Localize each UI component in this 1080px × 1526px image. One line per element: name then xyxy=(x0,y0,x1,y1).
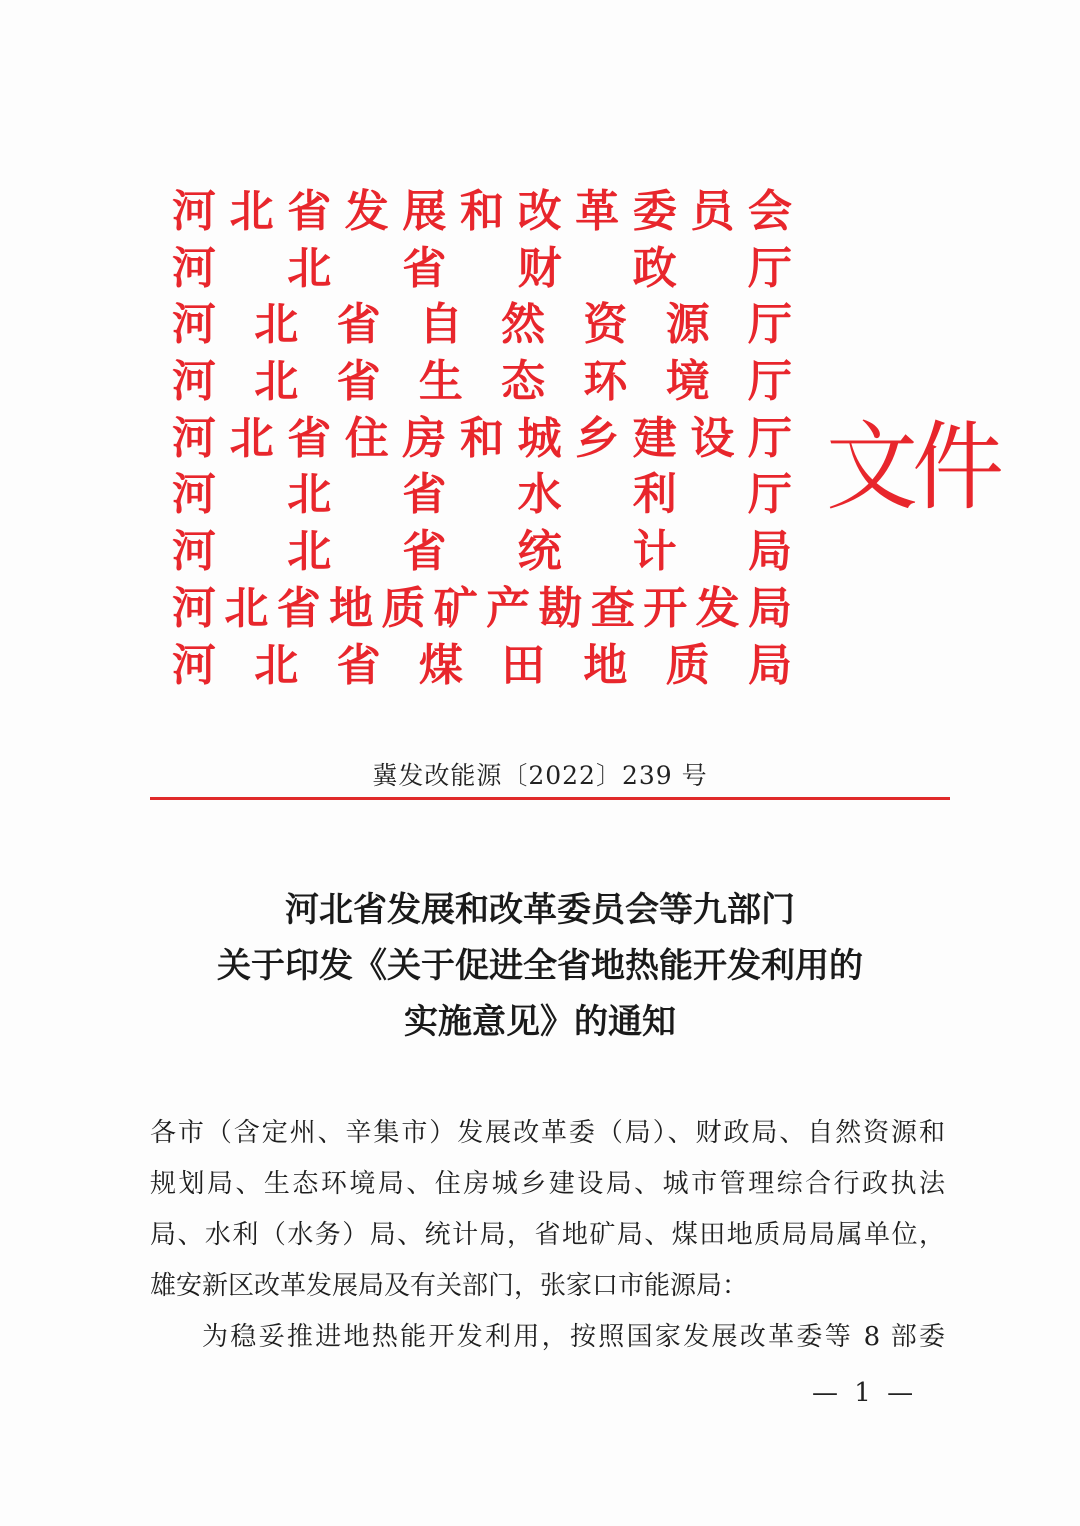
issuer-char: 厅 xyxy=(747,299,792,351)
issuer-char: 和 xyxy=(459,186,504,237)
issuer-char: 省 xyxy=(402,526,447,578)
issuer-char: 资 xyxy=(583,299,628,351)
issuer-char: 质 xyxy=(381,582,426,634)
issuer-char: 河 xyxy=(172,242,216,294)
issuer-char: 发 xyxy=(695,582,740,634)
issuer-char: 北 xyxy=(287,469,332,521)
issuer-char: 省 xyxy=(276,582,321,634)
issuer-row xyxy=(172,241,792,298)
issuer-char: 厅 xyxy=(747,469,792,521)
issuer-char: 厅 xyxy=(747,356,792,408)
issuer-char: 河 xyxy=(172,639,216,691)
issuer-char: 省 xyxy=(402,242,447,294)
body-line-4: 雄安新区改革发展局及有关部门，张家口市能源局： xyxy=(150,1271,749,1301)
document-word: 文件 xyxy=(826,411,999,524)
body-line-2: 规划局、生态环境局、住房城乡建设局、城市管理综合行政执法 xyxy=(150,1169,945,1199)
issuer-char: 会 xyxy=(747,186,792,237)
issuer-row xyxy=(172,411,792,468)
issuer-char: 北 xyxy=(287,526,332,578)
issuer-row xyxy=(172,524,792,581)
issuer-char: 省 xyxy=(287,186,332,237)
issuer-char: 河 xyxy=(172,299,216,351)
issuer-char: 质 xyxy=(665,639,710,691)
red-divider-line xyxy=(150,797,950,800)
issuer-char: 利 xyxy=(632,469,677,521)
issuer-char: 乡 xyxy=(575,412,620,464)
issuer-char: 省 xyxy=(336,639,381,691)
issuer-char: 房 xyxy=(402,412,447,464)
issuer-char: 住 xyxy=(344,412,389,464)
title-line-1: 河北省发展和改革委员会等九部门 xyxy=(285,890,795,930)
issuer-char: 政 xyxy=(632,242,677,294)
issuer-char: 煤 xyxy=(418,639,463,691)
notice-title xyxy=(0,882,1080,1050)
issuer-char: 勘 xyxy=(538,582,583,634)
issuer-char: 田 xyxy=(501,639,546,691)
issuer-char: 厅 xyxy=(747,242,792,294)
issuer-char: 和 xyxy=(459,412,504,464)
issuer-char: 厅 xyxy=(747,412,792,464)
issuer-char: 计 xyxy=(632,526,677,578)
issuer-char: 革 xyxy=(575,186,620,237)
issuer-row xyxy=(172,581,792,638)
issuer-char: 产 xyxy=(486,582,531,634)
issuer-char: 建 xyxy=(632,412,677,464)
issuer-char: 境 xyxy=(665,356,710,408)
document-number: 冀发改能源〔2022〕239 号 xyxy=(372,761,708,790)
issuer-char: 省 xyxy=(336,299,381,351)
issuer-char: 局 xyxy=(747,526,792,578)
issuer-char: 员 xyxy=(690,186,735,237)
issuer-char: 展 xyxy=(402,186,447,237)
issuer-char: 北 xyxy=(254,356,299,408)
issuer-row xyxy=(172,354,792,411)
issuer-char: 地 xyxy=(583,639,628,691)
issuer-char: 自 xyxy=(418,299,463,351)
issuer-char: 委 xyxy=(632,186,677,237)
body-line-5: 为稳妥推进地热能开发利用，按照国家发展改革委等 8 部委 xyxy=(202,1322,945,1352)
issuer-char: 地 xyxy=(329,582,374,634)
issuer-char: 北 xyxy=(287,242,332,294)
issuer-char: 北 xyxy=(254,639,299,691)
page-number: — 1 — xyxy=(812,1378,918,1408)
issuer-char: 矿 xyxy=(433,582,478,634)
notice-body xyxy=(150,1108,945,1363)
title-line-2: 关于印发《关于促进全省地热能开发利用的 xyxy=(217,946,863,986)
issuer-char: 河 xyxy=(172,526,216,578)
issuer-char: 河 xyxy=(172,582,216,634)
issuer-char: 北 xyxy=(254,299,299,351)
issuer-char: 态 xyxy=(501,356,546,408)
issuer-char: 统 xyxy=(517,526,562,578)
body-line-1: 各市（含定州、辛集市）发展改革委（局）、财政局、自然资源和 xyxy=(150,1118,945,1148)
issuer-char: 河 xyxy=(172,356,216,408)
body-line-3: 局、水利（水务）局、统计局，省地矿局、煤田地质局局属单位， xyxy=(150,1220,945,1250)
issuer-char: 财 xyxy=(517,242,562,294)
issuer-char: 河 xyxy=(172,469,216,521)
issuer-char: 然 xyxy=(501,299,546,351)
issuer-char: 水 xyxy=(517,469,562,521)
issuer-char: 城 xyxy=(517,412,562,464)
issuer-row xyxy=(172,297,792,354)
issuer-char: 设 xyxy=(690,412,735,464)
issuer-row xyxy=(172,638,792,695)
issuer-char: 省 xyxy=(336,356,381,408)
issuer-row xyxy=(172,184,792,241)
issuer-char: 北 xyxy=(229,412,274,464)
issuer-char: 查 xyxy=(590,582,635,634)
issuer-char: 局 xyxy=(747,582,792,634)
issuer-char: 局 xyxy=(747,639,792,691)
issuer-char: 河 xyxy=(172,412,216,464)
issuing-authorities xyxy=(172,184,792,694)
issuer-char: 生 xyxy=(418,356,463,408)
issuer-char: 环 xyxy=(583,356,628,408)
issuer-char: 开 xyxy=(643,582,688,634)
issuer-char: 北 xyxy=(224,582,269,634)
issuer-char: 北 xyxy=(229,186,274,237)
issuer-char: 省 xyxy=(287,412,332,464)
issuer-char: 省 xyxy=(402,469,447,521)
issuer-row xyxy=(172,467,792,524)
issuer-char: 源 xyxy=(665,299,710,351)
issuer-char: 改 xyxy=(517,186,562,237)
issuer-char: 发 xyxy=(344,186,389,237)
title-line-3: 实施意见》的通知 xyxy=(404,1002,676,1042)
issuer-char: 河 xyxy=(172,186,216,237)
